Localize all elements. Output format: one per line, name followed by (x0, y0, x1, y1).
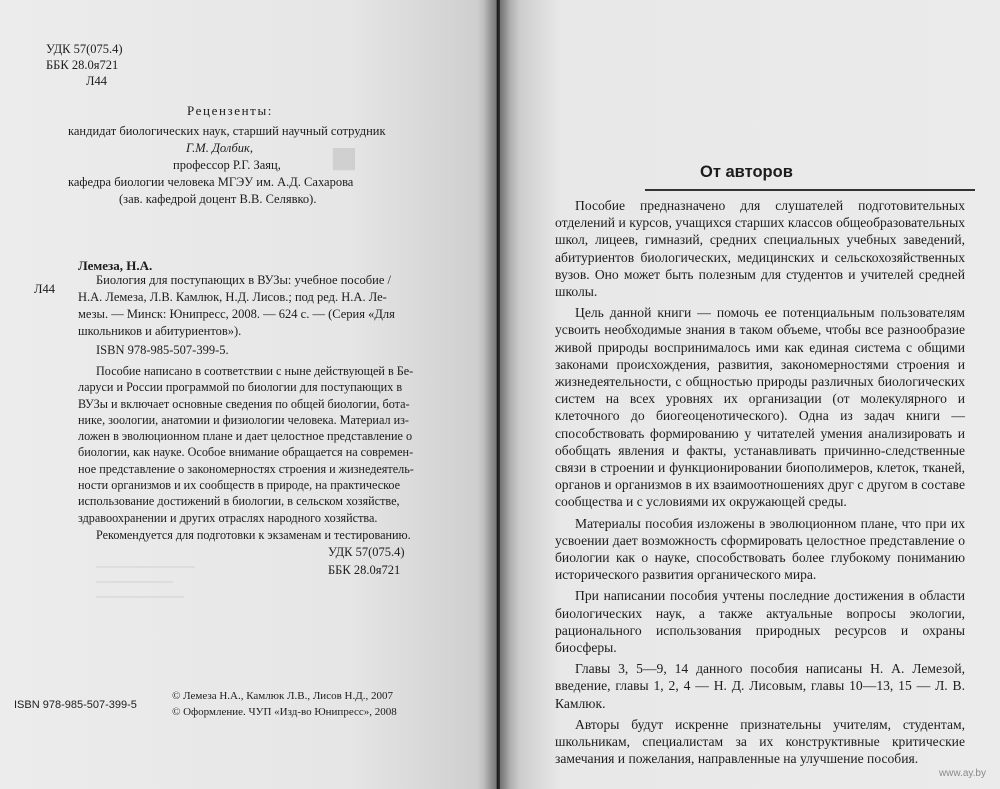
copyright-line: © Оформление. ЧУП «Изд-во Юнипресс», 2008 (172, 706, 397, 718)
paragraph: Авторы будут искренне признательны учителям, студентам, школьникам, специалистам за их конструктивные критические замечания и пожелания, направленные на улучшение пособия. (555, 716, 965, 767)
paragraph: Пособие предназначено для слушателей подготовительных отделений и курсов, учащихся старших классов общеобразовательных школ, лицеев, гимназий, средних специальных учебных заведений, абитуриентов биологических, медицинских и сельскохозяйственных вузов. Оно может быть полезным для студентов и учителей средней школы. (555, 198, 965, 300)
right-page (500, 0, 1000, 789)
paragraph: При написании пособия учтены последние достижения в области биологических наук, а также актуальные вопросы экологии, рационального использования природных ресурсов и охраны биосферы. (555, 588, 965, 656)
annotation-block (78, 363, 438, 526)
bleed-through-decoration: ————————— ——————— ———————— (96, 561, 195, 603)
margin-author-code: Л44 (34, 282, 55, 296)
author-code: Л44 (86, 74, 107, 88)
recommendation-line: Рекомендуется для подготовки к экзаменам и тестированию. (96, 528, 411, 542)
annotation-line: использование достижений в биологии, в сельском хозяйстве, (78, 494, 400, 509)
annotation-line: биологии, как науке. Особое внимание обращается на современ- (78, 445, 414, 460)
reviewer-line: кафедра биологии человека МГЭУ им. А.Д. Сахарова (68, 175, 354, 189)
author-name: Лемеза, Н.А. (78, 258, 153, 273)
reviewers-heading: Рецензенты: (187, 103, 274, 118)
isbn-line: ISBN 978-985-507-399-5. (96, 343, 229, 357)
udk-bottom: УДК 57(075.4) (328, 545, 405, 559)
biblio-line: Биология для поступающих в ВУЗы: учебное пособие / (96, 273, 391, 287)
reviewer-line: Г.М. Долбик, (186, 141, 253, 155)
book-spine-shadow (484, 0, 510, 789)
biblio-line: мезы. — Минск: Юнипресс, 2008. — 624 с. — (Серия «Для (78, 307, 395, 321)
bbk-bottom: ББК 28.0я721 (328, 563, 401, 577)
isbn-bottom: ISBN 978-985-507-399-5 (14, 699, 137, 711)
reviewer-line: профессор Р.Г. Заяц, (173, 158, 281, 172)
bbk-code: ББК 28.0я721 (46, 58, 119, 72)
annotation-line: ВУЗы и включает основные сведения по общей биологии, бота- (78, 396, 410, 411)
annotation-line: нике, зоологии, анатомии и физиологии человека. Материал из- (78, 412, 409, 427)
biblio-line: Н.А. Лемеза, Л.В. Камлюк, Н.Д. Лисов.; под ред. Н.А. Ле- (78, 290, 387, 304)
bleed-through-decoration: ■ (330, 131, 358, 183)
section-title: От авторов (700, 163, 793, 181)
paragraph: Главы 3, 5—9, 14 данного пособия написаны Н. А. Лемезой, введение, главы 1, 2, 4 — Н. Д. Лисовым, главы 10—13, 15 — Л. В. Камлюк. (555, 661, 965, 711)
reviewer-line: (зав. кафедрой доцент В.В. Селявко). (119, 192, 317, 206)
biblio-line: школьников и абитуриентов»). (78, 324, 242, 338)
left-page (0, 0, 497, 789)
annotation-line: ности организмов и их сообществ в природе, на практическое (78, 478, 401, 493)
annotation-line: здравоохранении и других отраслях народного хозяйства. (78, 510, 378, 525)
paragraph: Материалы пособия изложены в эволюционном плане, что при их усвоении дает возможность сформировать целостное представление о биологии как о науке, способствовать более глубокому пониманию исторического развития органического мира. (555, 515, 965, 583)
copyright-line: © Лемеза Н.А., Камлюк Л.В., Лисов Н.Д., 2007 (172, 690, 393, 702)
paragraph: Цель данной книги — помочь ее потенциальным пользователям усвоить необходимые знания в таком объеме, чтобы все разнообразие живой природы воспринималось ими как единая система с общими законами происхождения, развития, закономерностями строения и жизнедеятельности, с общностью природы различных биологических систем на всех уровнях их организации (от молекулярного и клеточного до биогеоценотического). Одна из задач книги — способствовать формированию у читателей умения анализировать и обобщать явления и факты, устанавливать причинно-следственные связи в строении и функционировании биополимеров, клеток, тканей, органов и организмов в их взаимоотношениях друг с другом в составе сообщества и с условиями их окружающей среды. (555, 305, 965, 510)
udk-code: УДК 57(075.4) (46, 42, 123, 56)
annotation-line: ное представление о закономерностях строения и жизнедеятель- (78, 461, 414, 476)
title-underline (645, 159, 975, 191)
annotation-line: ларуси и России программой по биологии для поступающих в (78, 380, 403, 395)
reviewer-line: кандидат биологических наук, старший научный сотрудник (68, 124, 386, 138)
annotation-line: ложен в эволюционном плане и дает целостное представление о (78, 429, 413, 444)
watermark: www.ay.by (938, 768, 986, 779)
annotation-line: Пособие написано в соответствии с ныне действующей в Бе- (96, 364, 414, 378)
body-text (555, 197, 965, 772)
